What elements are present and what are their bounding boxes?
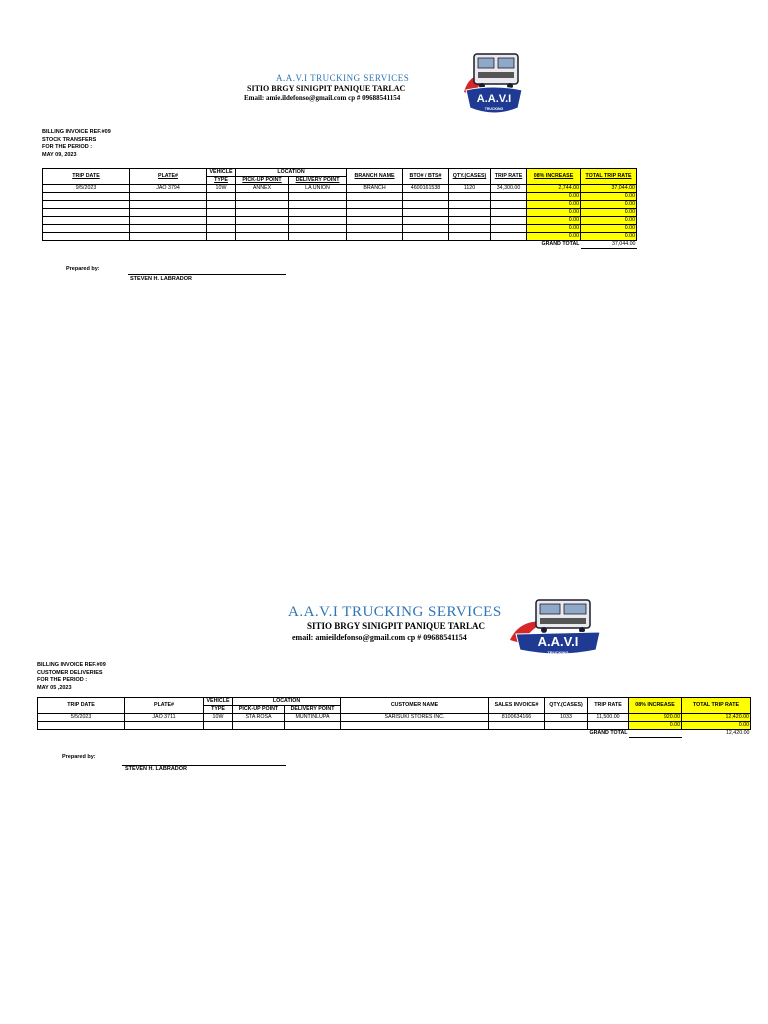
- cell-qty: [449, 225, 491, 233]
- signature-line: [128, 274, 286, 275]
- cell-branch: [347, 193, 403, 201]
- cell-branch: [347, 217, 403, 225]
- header-trip-rate: TRIP RATE: [588, 698, 629, 714]
- cell-type: [207, 209, 236, 217]
- header-increase: 08% INCREASE: [629, 698, 682, 714]
- cell-qty: 1033: [545, 714, 588, 722]
- cell-bto: [403, 233, 449, 241]
- invoice-meta: [37, 662, 106, 692]
- company-address: SITIO BRGY SINIGPIT PANIQUE TARLAC: [307, 621, 486, 631]
- cell-bto: [403, 225, 449, 233]
- cell-pickup: [236, 233, 289, 241]
- cell-total: 0.00: [581, 201, 637, 209]
- cell-plate: [130, 201, 207, 209]
- table-row: [43, 185, 637, 193]
- header-sales-invoice: SALES INVOICE#: [489, 698, 545, 714]
- cell-branch: [347, 209, 403, 217]
- cell-plate: [125, 722, 204, 730]
- cell-delivery: LA UNION: [289, 185, 347, 193]
- cell-invoice: [489, 722, 545, 730]
- cell-trip-date: 5/5/2023: [38, 714, 125, 722]
- cell-invoice: 8100634166: [489, 714, 545, 722]
- cell-trip-date: [43, 201, 130, 209]
- grand-total-row: [38, 730, 751, 738]
- company-logo: [460, 48, 526, 120]
- cell-total: 0.00: [581, 225, 637, 233]
- cell-total: 0.00: [581, 209, 637, 217]
- cell-pickup: [236, 209, 289, 217]
- cell-qty: [449, 209, 491, 217]
- cell-plate: JAO 3794: [130, 185, 207, 193]
- cell-increase: 0.00: [527, 233, 581, 241]
- header-vehicle-type: TYPE: [207, 177, 236, 185]
- grand-total-label: GRAND TOTAL: [589, 730, 628, 737]
- period-label: FOR THE PERIOD :: [42, 144, 93, 150]
- grand-total-underline: [629, 730, 682, 738]
- cell-branch: BRANCH: [347, 185, 403, 193]
- header-trip-rate: TRIP RATE: [491, 169, 527, 185]
- cell-delivery: [289, 217, 347, 225]
- cell-plate: [130, 209, 207, 217]
- header-customer-name: CUSTOMER NAME: [341, 698, 489, 714]
- cell-total: 12,420.00: [682, 714, 751, 722]
- cell-pickup: [236, 225, 289, 233]
- header-bto: BTO# / BTS#: [403, 169, 449, 185]
- cell-trip-date: [43, 225, 130, 233]
- company-email: Email: amie.ildefonso@gmail.com cp # 09688541154: [244, 94, 401, 102]
- table-body: [38, 714, 751, 738]
- cell-trip-rate: [588, 722, 629, 730]
- grand-total-value: 37,044.00: [581, 241, 637, 249]
- cell-trip-date: [38, 722, 125, 730]
- cell-increase: 0.00: [527, 209, 581, 217]
- cell-type: 10W: [204, 714, 233, 722]
- table-header-row: [43, 169, 637, 177]
- cell-qty: [545, 722, 588, 730]
- cell-trip-date: [43, 209, 130, 217]
- cell-trip-rate: [491, 201, 527, 209]
- header-qty: QTY.(CASES): [449, 169, 491, 185]
- grand-total-row: [43, 241, 637, 249]
- stock-transfers-table: [42, 168, 637, 249]
- cell-plate: [130, 193, 207, 201]
- cell-pickup: [236, 217, 289, 225]
- cell-plate: JAO 3711: [125, 714, 204, 722]
- cell-increase: 0.00: [527, 201, 581, 209]
- cell-delivery: [289, 233, 347, 241]
- table-row: [43, 217, 637, 225]
- cell-trip-rate: [491, 233, 527, 241]
- cell-increase: 0.00: [629, 722, 682, 730]
- table-row: [43, 233, 637, 241]
- header-location: LOCATION: [233, 698, 341, 706]
- prepared-by-label: Prepared by:: [66, 266, 100, 272]
- period-value: MAY 05 ,2023: [37, 684, 72, 691]
- period-label: FOR THE PERIOD :: [37, 677, 88, 683]
- prepared-by-label: Prepared by:: [62, 754, 96, 760]
- header-trip-date: TRIP DATE: [38, 698, 125, 714]
- cell-bto: [403, 201, 449, 209]
- company-address: SITIO BRGY SINIGPIT PANIQUE TARLAC: [247, 84, 406, 93]
- header-total-trip-rate: TOTAL TRIP RATE: [581, 169, 637, 185]
- cell-trip-rate: [491, 209, 527, 217]
- company-logo: [508, 596, 604, 660]
- cell-pickup: [236, 201, 289, 209]
- table-row: [38, 714, 751, 722]
- table-row: [43, 225, 637, 233]
- logo-subtext: TRUCKING: [484, 107, 504, 111]
- cell-delivery: MUNTINLUPA: [285, 714, 341, 722]
- cell-total: 0.00: [581, 193, 637, 201]
- cell-qty: 1120: [449, 185, 491, 193]
- invoice-ref: BILLING INVOICE REF.#09: [42, 129, 111, 135]
- header-location: LOCATION: [236, 169, 347, 177]
- cell-plate: [130, 217, 207, 225]
- header-branch-name: BRANCH NAME: [347, 169, 403, 185]
- header-increase: 08% INCREASE: [527, 169, 581, 185]
- cell-type: [207, 193, 236, 201]
- cell-increase: 2,744.00: [527, 185, 581, 193]
- invoice-type: STOCK TRANSFERS: [42, 136, 97, 143]
- cell-trip-rate: [491, 225, 527, 233]
- cell-increase: 0.00: [527, 217, 581, 225]
- cell-delivery: [289, 209, 347, 217]
- cell-type: [207, 225, 236, 233]
- header-vehicle-type: TYPE: [204, 706, 233, 714]
- cell-type: 10W: [207, 185, 236, 193]
- header-qty: QTY.(CASES): [545, 698, 588, 714]
- header-total-trip-rate: TOTAL TRIP RATE: [682, 698, 751, 714]
- cell-delivery: [289, 193, 347, 201]
- company-email: email: amieildefonso@gmail.com cp # 09688541154: [292, 633, 467, 642]
- invoice-type: CUSTOMER DELIVERIES: [37, 669, 103, 676]
- logo-text: A.A.V.I: [476, 93, 512, 105]
- cell-qty: [449, 193, 491, 201]
- logo-text: A.A.V.I: [537, 634, 579, 649]
- cell-pickup: [236, 193, 289, 201]
- cell-branch: [347, 225, 403, 233]
- invoice-meta: [42, 129, 111, 159]
- cell-branch: [347, 233, 403, 241]
- company-name: A.A.V.I TRUCKING SERVICES: [288, 604, 502, 620]
- cell-trip-date: [43, 217, 130, 225]
- cell-customer: [341, 722, 489, 730]
- cell-delivery: [285, 722, 341, 730]
- cell-qty: [449, 217, 491, 225]
- company-name: A.A.V.I TRUCKING SERVICES: [276, 73, 410, 83]
- cell-qty: [449, 201, 491, 209]
- header-plate: PLATE#: [130, 169, 207, 185]
- cell-total: 37,044.00: [581, 185, 637, 193]
- table-row: [43, 201, 637, 209]
- cell-trip-rate: [491, 193, 527, 201]
- grand-total-value: 12,420.00: [725, 730, 750, 737]
- invoice-customer-deliveries: [0, 580, 768, 780]
- cell-delivery: [289, 225, 347, 233]
- cell-pickup: [233, 722, 285, 730]
- table-header-row: [38, 698, 751, 706]
- cell-total: 0.00: [581, 217, 637, 225]
- cell-trip-date: 9/5/2023: [43, 185, 130, 193]
- cell-customer: SARISUKI STORES INC.: [341, 714, 489, 722]
- header-trip-date: TRIP DATE: [43, 169, 130, 185]
- cell-type: [207, 201, 236, 209]
- cell-type: [204, 722, 233, 730]
- cell-trip-rate: [491, 217, 527, 225]
- cell-bto: [403, 193, 449, 201]
- cell-branch: [347, 201, 403, 209]
- prepared-by-name: STEVEN H. LABRADOR: [130, 276, 193, 282]
- header-delivery-point: DELIVERY POINT: [289, 177, 347, 185]
- cell-trip-date: [43, 193, 130, 201]
- cell-trip-rate: 11,500.00: [588, 714, 629, 722]
- cell-trip-date: [43, 233, 130, 241]
- cell-pickup: ANNEX: [236, 185, 289, 193]
- table-row: [43, 209, 637, 217]
- header-plate: PLATE#: [125, 698, 204, 714]
- prepared-by-name: STEVEN H. LABRADOR: [125, 766, 188, 772]
- invoice-stock-transfers: [0, 0, 768, 300]
- table-body: [43, 185, 637, 249]
- cell-bto: 4600161538: [403, 185, 449, 193]
- customer-deliveries-table: [37, 697, 751, 738]
- cell-plate: [130, 225, 207, 233]
- invoice-ref: BILLING INVOICE REF.#09: [37, 662, 106, 668]
- logo-subtext: TRUCKING: [547, 650, 569, 655]
- cell-total: 0.00: [682, 722, 751, 730]
- header-vehicle: VEHICLE: [207, 169, 236, 177]
- cell-increase: 920.00: [629, 714, 682, 722]
- header-pickup-point: PICK-UP POINT: [236, 177, 289, 185]
- grand-total-label: GRAND TOTAL: [541, 241, 580, 248]
- cell-trip-rate: 34,300.00: [491, 185, 527, 193]
- cell-type: [207, 233, 236, 241]
- cell-increase: 0.00: [527, 225, 581, 233]
- table-row: [38, 722, 751, 730]
- cell-qty: [449, 233, 491, 241]
- header-vehicle: VEHICLE: [204, 698, 233, 706]
- header-pickup-point: PICK-UP POINT: [233, 706, 285, 714]
- cell-total: 0.00: [581, 233, 637, 241]
- cell-plate: [130, 233, 207, 241]
- header-delivery-point: DELIVERY POINT: [285, 706, 341, 714]
- period-value: MAY 09, 2023: [42, 151, 77, 158]
- cell-increase: 0.00: [527, 193, 581, 201]
- table-row: [43, 193, 637, 201]
- cell-bto: [403, 217, 449, 225]
- cell-type: [207, 217, 236, 225]
- cell-pickup: STA ROSA: [233, 714, 285, 722]
- cell-delivery: [289, 201, 347, 209]
- cell-bto: [403, 209, 449, 217]
